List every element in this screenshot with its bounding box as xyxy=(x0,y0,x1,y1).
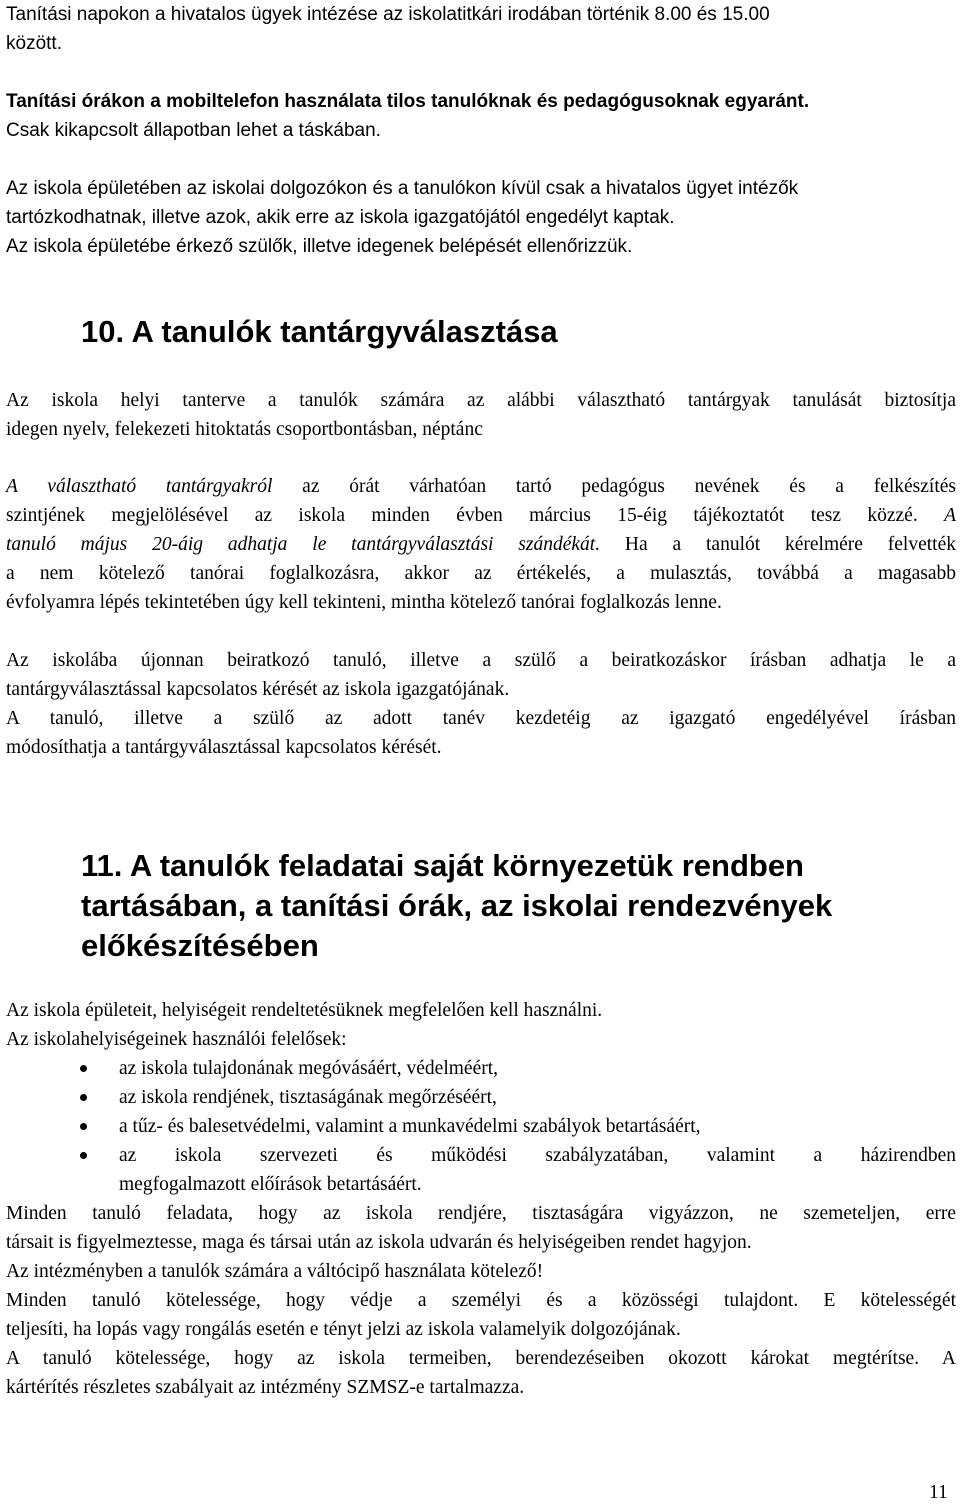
bullet-icon xyxy=(80,1123,87,1130)
paragraph-line: Minden tanuló feladata, hogy az iskola rendjére, tisztaságára vigyázzon, ne szemeteljen, erre xyxy=(6,1203,956,1224)
bullet-icon xyxy=(80,1094,87,1101)
text: Ha a tanulót kérelmére felvették xyxy=(600,534,956,555)
list-item xyxy=(6,1054,956,1083)
section-10-heading: 10. A tanulók tantárgyválasztása xyxy=(81,314,558,349)
bullet-icon xyxy=(80,1065,87,1072)
italic-text: tanuló május 20-áig adhatja le tantárgyválasztási szándékát. xyxy=(6,534,601,555)
heading-line: 11. A tanulók feladatai saját környezetük rendben xyxy=(81,848,804,883)
spacer xyxy=(6,58,809,87)
list-item xyxy=(6,1141,956,1199)
list-item xyxy=(6,1112,956,1141)
intro-line: között. xyxy=(6,33,62,54)
section-10-paragraph-1 xyxy=(6,386,956,444)
paragraph-line: évfolyamra lépés tekintetében úgy kell tekinteni, mintha kötelező tanórai foglalkozás lenne. xyxy=(6,592,722,613)
heading-line: tartásában, a tanítási órák, az iskolai rendezvények xyxy=(81,888,833,923)
bullet-icon xyxy=(80,1152,87,1159)
intro-line: tartózkodhatnak, illetve azok, akik erre az iskola igazgatójától engedélyt kaptak. xyxy=(6,207,675,228)
paragraph-line: idegen nyelv, felekezeti hitoktatás csoportbontásban, néptánc xyxy=(6,419,483,440)
paragraph-line: tantárgyválasztással kapcsolatos kérését az iskola igazgatójának. xyxy=(6,679,510,700)
paragraph-line: módosíthatja a tantárgyválasztással kapcsolatos kérését. xyxy=(6,737,442,758)
paragraph-line xyxy=(6,530,956,559)
section-11-heading xyxy=(81,846,832,966)
intro-line: Az iskola épületében az iskolai dolgozókon és a tanulókon kívül csak a hivatalos ügyet intézők xyxy=(6,178,799,199)
heading-line: előkészítésében xyxy=(81,928,319,963)
paragraph-line: A tanuló kötelessége, hogy az iskola termeiben, berendezéseiben okozott károkat megtérítse. A xyxy=(6,1348,956,1369)
intro-bold-line: Tanítási órákon a mobiltelefon használata tilos tanulóknak és pedagógusoknak egyaránt. xyxy=(6,91,810,112)
italic-text: A xyxy=(944,505,956,526)
intro-block xyxy=(6,0,809,261)
paragraph-line: Az iskola helyi tanterve a tanulók számára az alábbi választható tantárgyak tanulását biztosítja xyxy=(6,390,956,411)
list-item-text: az iskola szervezeti és működési szabályzatában, valamint a házirendben xyxy=(119,1145,956,1166)
paragraph-line xyxy=(6,501,956,530)
text: az órát várhatóan tartó pedagógus nevének és a felkészítés xyxy=(272,476,956,497)
list-item-text: a tűz- és balesetvédelmi, valamint a munkavédelmi szabályok betartásáért, xyxy=(119,1116,701,1137)
italic-text: A választható tantárgyakról xyxy=(6,476,273,497)
text: szintjének megjelölésével az iskola minden évben március 15-éig tájékoztatót tesz közzé. xyxy=(6,505,945,526)
spacer xyxy=(6,145,809,174)
paragraph-line: Minden tanuló kötelessége, hogy védje a személyi és a közösségi tulajdont. E kötelességét xyxy=(6,1290,956,1311)
list-item-text: az iskola rendjének, tisztaságának megőrzéséért, xyxy=(119,1087,497,1108)
paragraph-line xyxy=(6,472,956,501)
paragraph-line: kártérítés részletes szabályait az intézmény SZMSZ-e tartalmazza. xyxy=(6,1377,525,1398)
intro-line: Csak kikapcsolt állapotban lehet a táskában. xyxy=(6,120,381,141)
list-item-text: megfogalmazott előírások betartásáért. xyxy=(119,1174,422,1195)
paragraph-line: társait is figyelmeztesse, maga és társai után az iskola udvarán és helyiségeiben rendet hagyjon. xyxy=(6,1232,752,1253)
list-item-text: az iskola tulajdonának megóvásáért, védelméért, xyxy=(119,1058,499,1079)
paragraph-line: Az iskola épületeit, helyiségeit rendeltetésüknek megfelelően kell használni. xyxy=(6,1000,603,1021)
intro-line: Tanítási napokon a hivatalos ügyek intézése az iskolatitkári irodában történik 8.00 és 15.00 xyxy=(6,4,770,25)
intro-line: Az iskola épületébe érkező szülők, illetve idegenek belépését ellenőrizzük. xyxy=(6,236,633,257)
page-number: 11 xyxy=(929,1482,948,1503)
paragraph-line: a nem kötelező tanórai foglalkozásra, akkor az értékelés, a mulasztás, továbbá a magasabb xyxy=(6,563,956,584)
list-item xyxy=(6,1083,956,1112)
section-10-paragraph-3 xyxy=(6,646,956,762)
section-11-body xyxy=(6,996,956,1402)
paragraph-line: Az iskolába újonnan beiratkozó tanuló, illetve a szülő a beiratkozáskor írásban adhatja le a xyxy=(6,650,956,671)
paragraph-line: Az intézményben a tanulók számára a váltócipő használata kötelező! xyxy=(6,1261,544,1282)
responsibility-list xyxy=(6,1054,956,1199)
section-10-paragraph-2 xyxy=(6,472,956,617)
paragraph-line: A tanuló, illetve a szülő az adott tanév kezdetéig az igazgató engedélyével írásban xyxy=(6,708,956,729)
paragraph-line: Az iskolahelyiségeinek használói felelősek: xyxy=(6,1029,347,1050)
paragraph-line: teljesíti, ha lopás vagy rongálás esetén e tényt jelzi az iskola valamelyik dolgozójának. xyxy=(6,1319,681,1340)
